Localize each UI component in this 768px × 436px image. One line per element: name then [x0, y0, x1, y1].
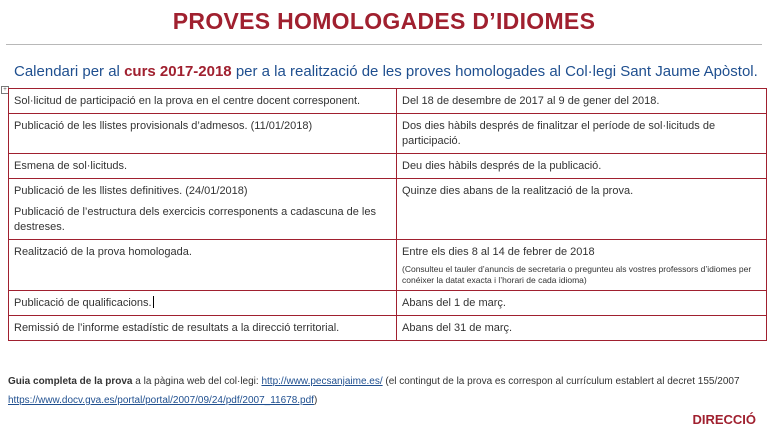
- exam-guide-paragraph: Guia completa de la prova a la pàgina web del col·legi: http://www.pecsanjaime.es/ (el contingut de la prova es correspon al currículum establert al decret 155/2007 https://www.docv.gva.es/portal/portal/2007/09/24/pdf/2007_11678.pdf): [8, 376, 740, 406]
- guide-bold-label: Guia completa de la prova: [8, 376, 133, 387]
- activity-cell[interactable]: Publicació de les llistes provisionals d’admesos. (11/01/2018): [9, 114, 397, 154]
- table-row: [9, 316, 767, 341]
- table-row: [9, 240, 767, 291]
- activity-cell[interactable]: Sol·licitud de participació en la prova en el centre docent corresponent.: [9, 89, 397, 114]
- date-cell[interactable]: Dos dies hàbils després de finalitzar el període de sol·licituds de participació.: [397, 114, 767, 154]
- page-title: PROVES HOMOLOGADES D’IDIOMES: [172, 8, 596, 34]
- table-row: [9, 154, 767, 179]
- date-cell[interactable]: Del 18 de desembre de 2017 al 9 de gener del 2018.: [397, 89, 767, 114]
- school-website-link[interactable]: http://www.pecsanjaime.es/: [261, 376, 383, 387]
- table-row: [9, 114, 767, 154]
- activity-cell[interactable]: Publicació de qualificacions.: [9, 291, 397, 316]
- subtitle-before: Calendari per al: [14, 63, 125, 80]
- date-cell[interactable]: Abans del 31 de març.: [397, 316, 767, 341]
- calendar-table: [8, 88, 767, 341]
- exam-date-note: (Consulteu el tauler d’anuncis de secretaria o pregunteu als vostres professors d’idiomes per conéixer la datat exacta i l’horari de cada idioma): [402, 264, 752, 285]
- date-cell[interactable]: Quinze dies abans de la realització de la prova.: [397, 179, 767, 240]
- calendar-subtitle: [14, 63, 758, 80]
- text-cursor: [153, 296, 154, 308]
- subtitle-after: per a la realització de les proves homologades al Col·legi Sant Jaume Apòstol.: [231, 63, 758, 80]
- table-row: [9, 89, 767, 114]
- signature-direccio: DIRECCIÓ: [692, 412, 756, 427]
- date-cell[interactable]: Deu dies hàbils després de la publicació.: [397, 154, 767, 179]
- table-row: [9, 179, 767, 240]
- decree-link[interactable]: https://www.docv.gva.es/portal/portal/2007/09/24/pdf/2007_11678.pdf: [8, 395, 314, 406]
- table-row: [9, 291, 767, 316]
- date-cell[interactable]: Entre els dies 8 al 14 de febrer de 2018 (Consulteu el tauler d’anuncis de secretaria o pregunteu als vostres professors d’idiomes per conéixer la datat exacta i l’horari de cada idioma): [397, 240, 767, 291]
- subtitle-year: curs 2017-2018: [124, 63, 232, 80]
- title-divider: [6, 44, 762, 45]
- activity-cell[interactable]: Remissió de l’informe estadístic de resultats a la direcció territorial.: [9, 316, 397, 341]
- activity-cell[interactable]: Realització de la prova homologada.: [9, 240, 397, 291]
- activity-cell[interactable]: Esmena de sol·licituds.: [9, 154, 397, 179]
- date-cell[interactable]: Abans del 1 de març.: [397, 291, 767, 316]
- activity-second-line: Publicació de l’estructura dels exercicis corresponents a cadascuna de les destreses.: [14, 206, 376, 233]
- table-move-handle-icon[interactable]: +: [1, 86, 9, 94]
- activity-cell[interactable]: Publicació de les llistes definitives. (24/01/2018) Publicació de l’estructura dels exercicis corresponents a cadascuna de les destreses.: [9, 179, 397, 240]
